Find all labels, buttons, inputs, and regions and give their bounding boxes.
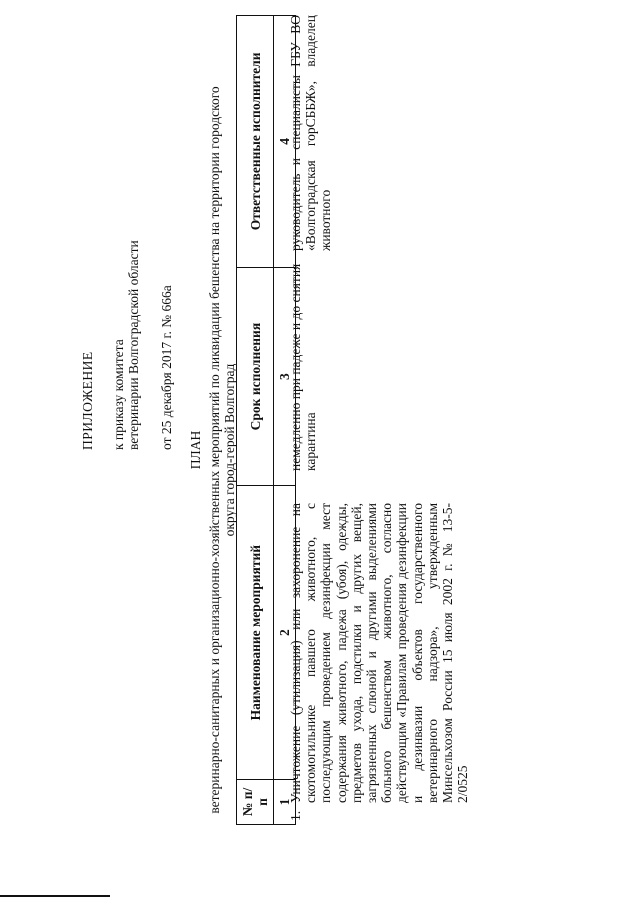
appendix-line-1: к приказу комитета bbox=[111, 339, 126, 450]
plan-heading: ПЛАН bbox=[188, 430, 203, 470]
table-header-row bbox=[237, 16, 274, 825]
index-2: 2 bbox=[274, 486, 296, 779]
header-number: № п/п bbox=[237, 779, 274, 824]
index-3: 3 bbox=[274, 267, 296, 486]
footnote-rule bbox=[0, 895, 110, 897]
row-deadline: немедленно при падеже и до снятия карантина bbox=[288, 263, 319, 471]
row-responsible: руководитель и специалисты ГБУ ВО «Волгоградская горСББЖ», владелец животного bbox=[288, 15, 334, 251]
plan-title-block bbox=[188, 15, 237, 885]
row-description: Уничтожение (утилизация) или захоронение на скотомогильнике павшего животного, с последующим проведением дезинфекции мест содержания животного, падежа (убоя), одежды, предметов ухода, подстилки и других вещей, загрязненных слюной и другими выделениями больного бешенством животного, согласно действующим «Правилам проведения дезинфекции и дезинвазии объектов государственного ветеринарного надзора», утвержденным Минсельхозом России 15 июля 2002 г. № 13-5-2/0525 bbox=[288, 503, 471, 803]
header-activity: Наименование мероприятий bbox=[237, 486, 274, 779]
row-number: 1. bbox=[288, 810, 303, 821]
appendix-block bbox=[80, 10, 174, 450]
header-responsible: Ответственные исполнители bbox=[237, 16, 274, 268]
header-deadline: Срок исполнения bbox=[237, 267, 274, 486]
appendix-date: от 25 декабря 2017 г. № 666а bbox=[159, 285, 174, 450]
index-1: 1 bbox=[274, 779, 296, 824]
plan-table bbox=[236, 15, 296, 825]
appendix-title: ПРИЛОЖЕНИЕ bbox=[80, 351, 95, 450]
appendix-line-2: ветеринарии Волгоградской области bbox=[126, 240, 141, 450]
plan-subtitle-line-1: ветеринарно-санитарных и организационно-хозяйственных мероприятий по ликвидации бешенства на территории городского bbox=[207, 86, 222, 814]
index-4: 4 bbox=[274, 16, 296, 268]
plan-subtitle-line-2: округа город-герой Волгоград bbox=[222, 363, 237, 537]
